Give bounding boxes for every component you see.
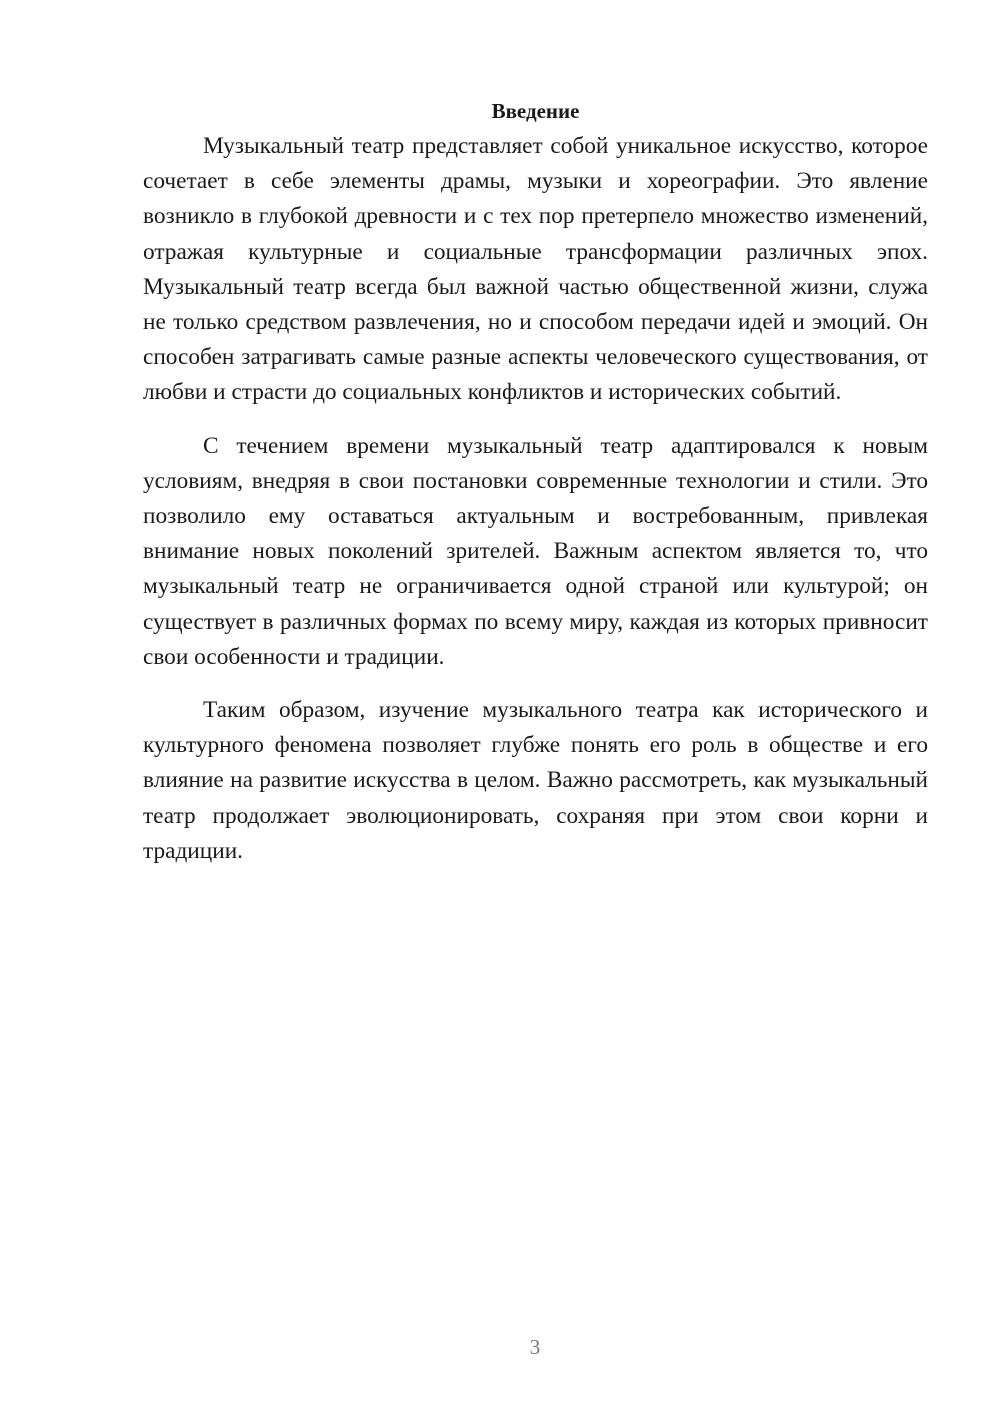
paragraph-1: Музыкальный театр представляет собой уникальное искусство, которое сочетает в себе элементы драмы, музыки и хореографии. Это явление возникло в глубокой древности и с тех пор претерпело множество изменений, отражая культурные и социальные трансформации различных эпох. Музыкальный театр всегда был важной частью общественной жизни, служа не только средством развлечения, но и способом передачи идей и эмоций. Он способен затрагивать самые разные аспекты человеческого существования, от любви и страсти до социальных конфликтов и исторических событий. (143, 133, 928, 406)
page-content (143, 96, 928, 887)
paragraph-2: С течением времени музыкальный театр адаптировался к новым условиям, внедряя в свои постановки современные технологии и стили. Это позволило ему оставаться актуальным и востребованным, привлекая внимание новых поколений зрителей. Важным аспектом является то, что музыкальный театр не ограничивается одной страной или культурой; он существует в различных формах по всему миру, каждая из которых привносит свои особенности и традиции. (143, 432, 928, 670)
page-number: 3 (529, 1335, 541, 1359)
paragraph-3: Таким образом, изучение музыкального театра как исторического и культурного феномена позволяет глубже понять его роль в обществе и его влияние на развитие искусства в целом. Важно рассмотреть, как музыкальный театр продолжает эволюционировать, сохраняя при этом свои корни и традиции. (143, 697, 928, 864)
section-heading: Введение (491, 99, 580, 123)
